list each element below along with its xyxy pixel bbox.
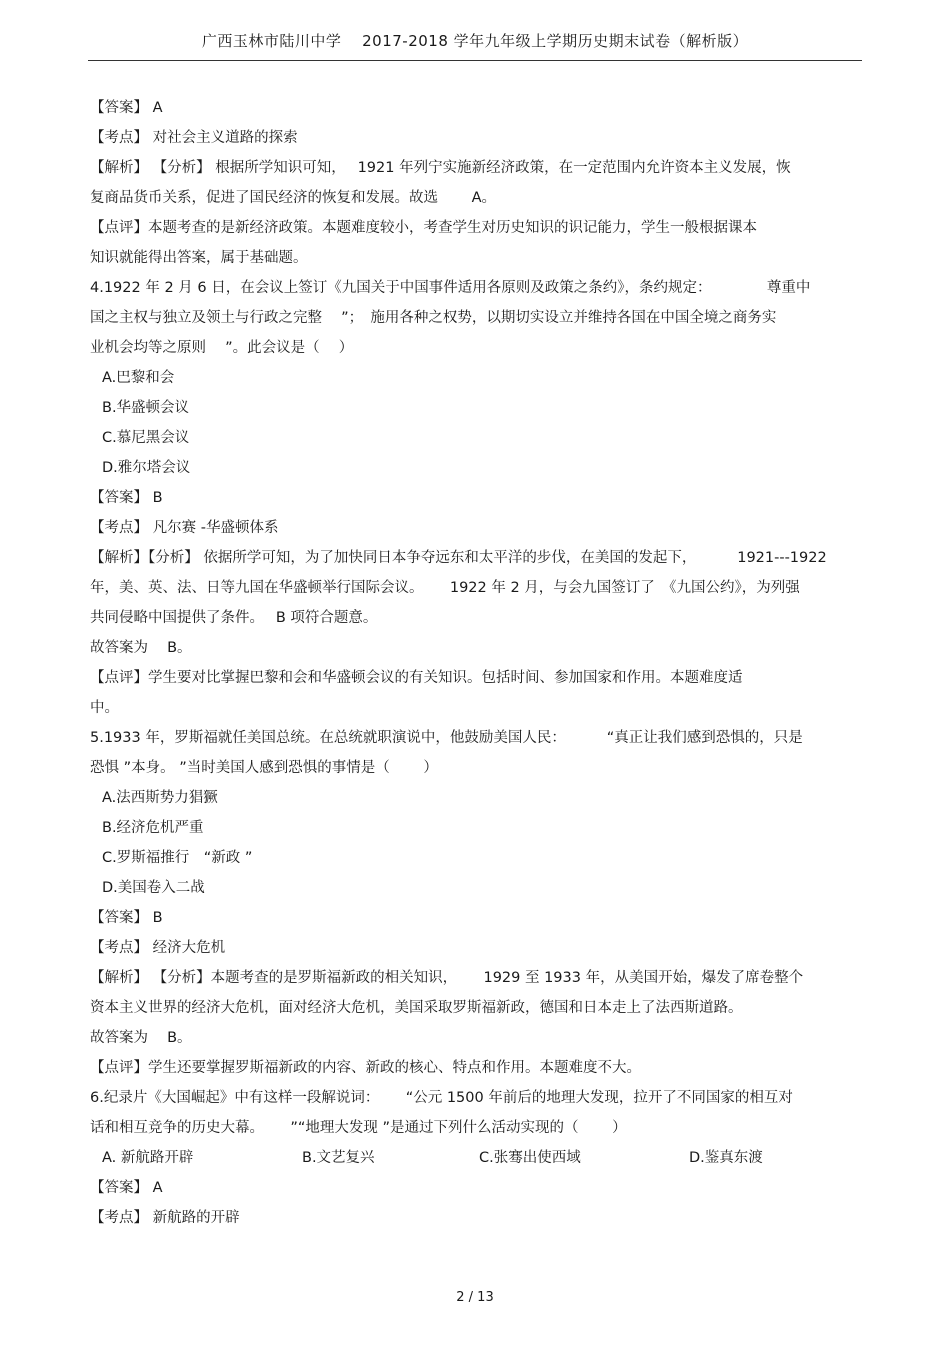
conclusion-line: 故答案为 B。 (90, 640, 192, 656)
topic-line: 【考点】 对社会主义道路的探索 (90, 130, 298, 146)
question-5-stem: 5.1933 年，罗斯福就任美国总统。在总统就职演说中，他鼓励美国人民： “真正让我们感到恐惧的，只是 (90, 730, 803, 746)
comment-line: 中。 (90, 700, 119, 716)
question-6-stem: 6.纪录片《大国崛起》中有这样一段解说词： “公元 1500 年前后的地理大发现，拉开了不同国家的相互对 (90, 1090, 793, 1106)
topic-line: 【考点】 新航路的开辟 (90, 1210, 240, 1226)
comment-line: 【点评】学生还要掌握罗斯福新政的内容、新政的核心、特点和作用。本题难度不大。 (90, 1060, 641, 1076)
question-6-option-a: A. 新航路开辟 (102, 1150, 194, 1166)
analysis-line: 资本主义世界的经济大危机，面对经济大危机，美国采取罗斯福新政，德国和日本走上了法西斯道路。 (90, 1000, 743, 1016)
question-6-option-b: B.文艺复兴 (302, 1150, 375, 1166)
question-5-option-b: B.经济危机严重 (102, 820, 204, 836)
analysis-line: 【解析】【分析】 依据所学可知，为了加快同日本争夺远东和太平洋的步伐，在美国的发起下， 1921---1922 (90, 550, 827, 566)
analysis-line: 共同侵略中国提供了条件。 B 项符合题意。 (90, 610, 378, 626)
comment-line: 知识就能得出答案，属于基础题。 (90, 250, 308, 266)
question-4-stem: 4.1922 年 2 月 6 日，在会议上签订《九国关于中国事件适用各原则及政策之条约》，条约规定： 尊重中 (90, 280, 811, 296)
analysis-line: 【解析】 【分析】 根据所学知识可知， 1921 年列宁实施新经济政策，在一定范围内允许资本主义发展，恢 (90, 160, 791, 176)
answer-line: 【答案】 B (90, 910, 163, 926)
topic-line: 【考点】 凡尔赛 -华盛顿体系 (90, 520, 279, 536)
question-4-option-b: B.华盛顿会议 (102, 400, 190, 416)
analysis-line: 【解析】 【分析】本题考查的是罗斯福新政的相关知识， 1929 至 1933 年，从美国开始，爆发了席卷整个 (90, 970, 804, 986)
question-5-option-c: C.罗斯福推行 “新政 ” (102, 850, 253, 866)
analysis-line: 年，美、英、法、日等九国在华盛顿举行国际会议。 1922 年 2 月，与会九国签订了 《九国公约》，为列强 (90, 580, 800, 596)
question-4-option-d: D.雅尔塔会议 (102, 460, 191, 476)
page-number: 2 / 13 (456, 1290, 494, 1305)
question-5-option-d: D.美国卷入二战 (102, 880, 205, 896)
question-4-stem: 业机会均等之原则 ”。此会议是（ ） (90, 340, 354, 356)
answer-line: 【答案】 B (90, 490, 163, 506)
question-6-option-d: D.鉴真东渡 (689, 1150, 763, 1166)
question-6-stem: 话和相互竞争的历史大幕。 ”“地理大发现 ”是通过下列什么活动实现的（ ） (90, 1120, 627, 1136)
document-body (90, 93, 870, 1233)
conclusion-line: 故答案为 B。 (90, 1030, 192, 1046)
question-5-option-a: A.法西斯势力猖獗 (102, 790, 218, 806)
answer-line: 【答案】 A (90, 1180, 163, 1196)
answer-line: 【答案】 A (90, 100, 163, 116)
question-4-option-a: A.巴黎和会 (102, 370, 175, 386)
question-6-option-c: C.张骞出使西域 (479, 1150, 581, 1166)
topic-line: 【考点】 经济大危机 (90, 940, 226, 956)
header-divider (88, 60, 862, 61)
comment-line: 【点评】学生要对比掌握巴黎和会和华盛顿会议的有关知识。包括时间、参加国家和作用。本题难度适 (90, 670, 743, 686)
comment-line: 【点评】本题考查的是新经济政策。本题难度较小，考查学生对历史知识的识记能力，学生一般根据课本 (90, 220, 757, 236)
question-6-options (90, 1143, 870, 1173)
question-4-option-c: C.慕尼黑会议 (102, 430, 190, 446)
analysis-line: 复商品货币关系，促进了国民经济的恢复和发展。故选 A。 (90, 190, 497, 206)
question-4-stem: 国之主权与独立及领土与行政之完整 ”； 施用各种之权势，以期切实设立并维持各国在中国全境之商务实 (90, 310, 777, 326)
page-header: 广西玉林市陆川中学 2017-2018 学年九年级上学期历史期末试卷（解析版） (201, 32, 749, 50)
question-5-stem: 恐惧 ”本身。 ”当时美国人感到恐惧的事情是（ ） (90, 760, 438, 776)
